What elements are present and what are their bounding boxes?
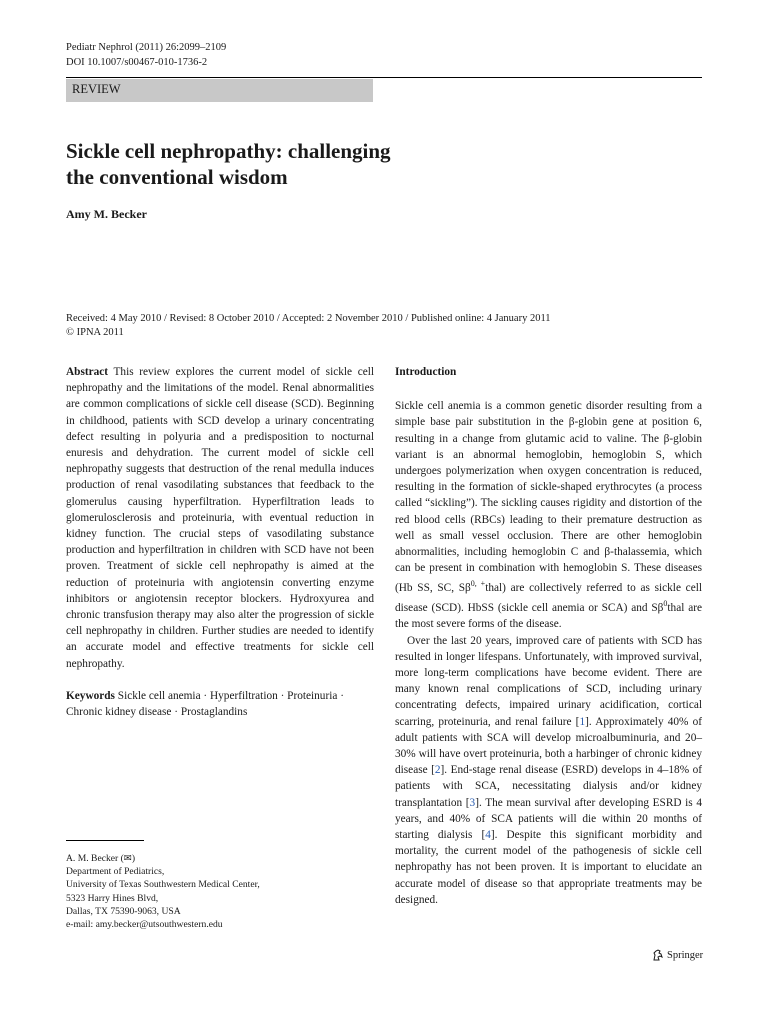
introduction-heading: Introduction [395,366,457,378]
article-title [66,138,506,190]
abstract-label: Abstract [66,366,109,378]
affiliation-email[interactable]: e-mail: amy.becker@utsouthwestern.edu [66,919,223,931]
intro-paragraph-1 [395,398,702,632]
doi-line: DOI 10.1007/s00467-010-1736-2 [66,57,208,68]
superscript-1: 0, + [470,579,486,589]
publisher-name: Springer [667,949,704,961]
title-line-1: Sickle cell nephropathy: challenging [66,139,391,163]
title-line-2: the conventional wisdom [66,165,288,189]
affiliation-city: Dallas, TX 75390-9063, USA [66,905,181,917]
citation-link-3[interactable]: 3 [469,796,476,809]
intro-p2-text-b: ]. Approximately 40% of adult patients with SCA will develop microalbuminuria, and 20–30% will have overt proteinuria, both a harbinger of chronic kidney disease [ [395,715,702,777]
intro-p2-text-d: ]. The mean survival after developing ESRD is 4 years, and 40% of SCA patients will die within 20 months of starting dialysis [ [395,796,702,842]
intro-p1-text-b: thal) are collectively referred to as sickle cell disease (SCD). HbSS (sickle cell anemia or SCA) and Sβ [395,582,702,615]
affiliation-department: Department of Pediatrics, [66,866,165,878]
citation-link-1[interactable]: 1 [579,715,586,728]
left-column [66,364,374,720]
intro-paragraph-2 [395,633,702,908]
citation-link-4[interactable]: 4 [485,829,491,842]
intro-p1-text-a: Sickle cell anemia is a common genetic disorder resulting from a simple base pair substitution in the β-globin gene at position 6, resulting in a change from glutamic acid to valine. The β-globin variant is an abnormal hemoglobin, hemoglobin S, which undergoes polymerization when oxygen concentration is reduced, resulting in the formation of sickle-shaped erythrocytes (a process called “sickling”). The sickling causes rigidity and distortion of the red blood cells (RBCs) leading to their premature destruction as well as small vessel occlusion. There are other hemoglobin abnormalities, including hemoglobin C and β-thalassemia, which can be present in combination with hemoglobin S. These diseases (Hb SS, SC, Sβ [395,400,702,595]
keywords-label: Keywords [66,689,115,702]
springer-horse-icon [652,949,664,961]
copyright-line: © IPNA 2011 [66,327,124,338]
affiliation-street: 5323 Harry Hines Blvd, [66,892,159,904]
intro-p1-text-c: thal are the most severe forms of the disease. [395,602,702,631]
citation-block [66,40,226,70]
citation-link-2[interactable]: 2 [434,764,441,777]
superscript-2: 0 [663,599,668,609]
affiliation-institution: University of Texas Southwestern Medical Center, [66,879,260,891]
footnote-rule [66,840,144,841]
affiliation-name: A. M. Becker (✉) [66,853,136,864]
dates-line: Received: 4 May 2010 / Revised: 8 October 2010 / Accepted: 2 November 2010 / Published online: 4 January 2011 [66,313,551,324]
section-label: REVIEW [66,79,373,102]
header-rule [66,77,702,78]
abstract-text: This review explores the current model of sickle cell nephropathy and the limitations of the model. Renal abnormalities are common complications of sickle cell disease (SCD). Beginning in childhood, patients with SCD develop a urinary concentrating defect resulting in polyuria and a predisposition to nocturnal enuresis and dehydration. The current model of sickle cell nephropathy suggests that destruction of the renal medulla induces production of renal vasodilating substances that feedback to the glomerulus causing hyperfiltration. Hyperfiltration leads to glomerulosclerosis and proteinuria, with eventual reduction in kidney function. The crucial steps of vasodilating substance production and hyperfiltration in children with SCD have not been proven. Treatment of sickle cell nephropathy is aimed at the reduction of proteinuria with angiotensin converting enzyme inhibitors or angiotensin receptor blockers. Hydroxyurea and chronic transfusion therapy may also alter the progression of sickle cell nephropathy in children. Further studies are needed to identify an accurate model and effective treatments for sickle cell nephropathy. [66,366,374,670]
intro-p2-text-e: ]. Despite this significant morbidity and mortality, the current model of the pathogenesis of sickle cell nephropathy has not been proven. It is important to elucidate an accurate model of disease so that appropriate treatments may be designed. [395,829,702,906]
intro-p2-text-a: Over the last 20 years, improved care of patients with SCD has resulted in longer lifespans. Unfortunately, with improved survival, more long-term complications have become evident. There are many known renal complications of SCD, including urinary concentrating defects, impaired urinary acidification, cortical scarring, proteinuria, and renal failure [ [395,634,702,728]
keywords [66,688,374,720]
right-column [395,364,702,908]
journal-citation: Pediatr Nephrol (2011) 26:2099–2109 [66,42,227,53]
publication-history [66,312,551,340]
keywords-text: Sickle cell anemia · Hyperfiltration · Proteinuria · Chronic kidney disease · Prostaglandins [66,689,344,719]
author-name: Amy M. Becker [66,207,147,221]
intro-p2-text-c: ]. End-stage renal disease (ESRD) develops in 4–18% of patients with SCA, necessitating dialysis and/or kidney transplantation [ [395,764,702,809]
author-affiliation [66,852,366,931]
abstract [66,364,374,672]
publisher-logo [652,949,703,961]
